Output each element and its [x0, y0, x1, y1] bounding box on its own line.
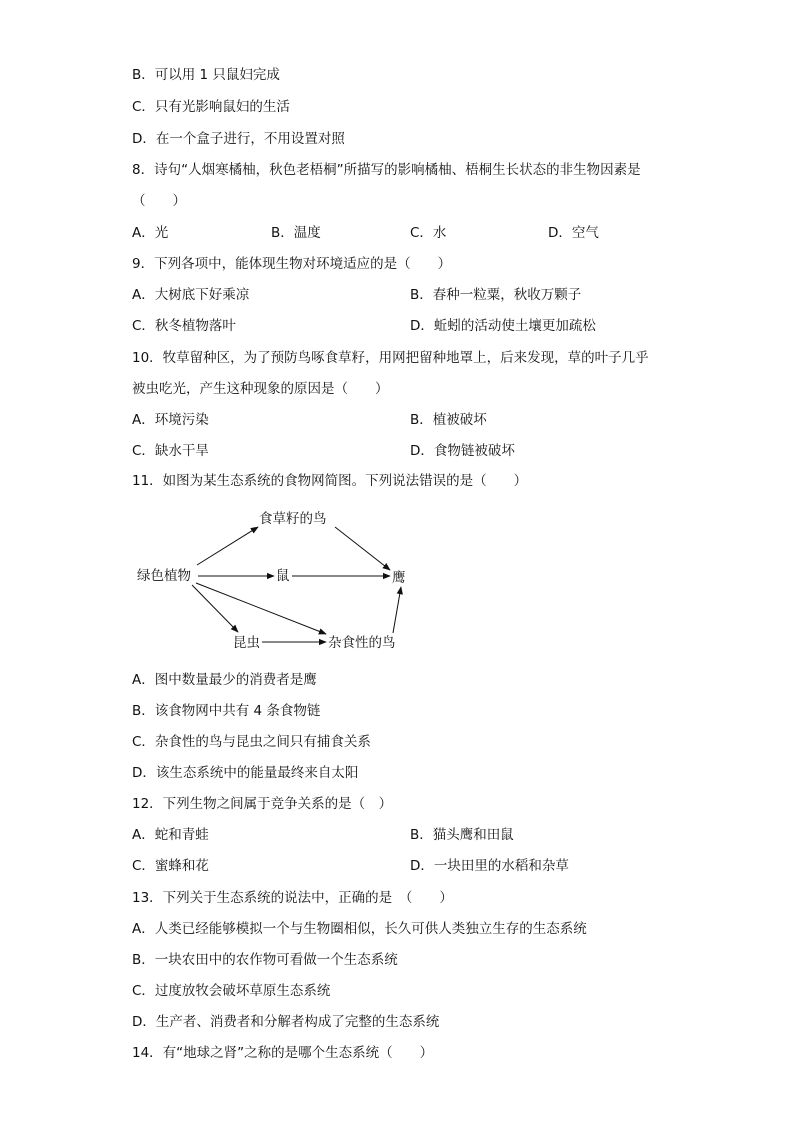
arrow-seedbird-eagle	[335, 527, 390, 570]
node-seed-bird: 食草籽的鸟	[259, 511, 327, 527]
q7-option-d: D．在一个盒子进行，不用设置对照	[132, 131, 345, 147]
q12-stem: 12．下列生物之间属于竞争关系的是（ ）	[132, 796, 393, 812]
q9-option-b: B．春种一粒粟，秋收万颗子	[410, 287, 582, 303]
q9-option-a: A．大树底下好乘凉	[132, 287, 250, 303]
q9-option-d: D．蚯蚓的活动使土壤更加疏松	[410, 318, 596, 334]
q9-option-c: C．秋冬植物落叶	[132, 318, 236, 334]
q8-option-a: A．光	[132, 225, 169, 241]
q11-option-b: B．该食物网中共有 4 条食物链	[132, 703, 321, 719]
q7-option-b: B．可以用 1 只鼠妇完成	[132, 67, 280, 83]
q12-option-a: A．蛇和青蛙	[132, 827, 209, 843]
node-insect: 昆虫	[233, 635, 260, 651]
q8-stem-cont: （ ）	[132, 193, 186, 209]
arrow-plant-insect	[192, 585, 238, 632]
q11-option-d: D．该生态系统中的能量最终来自太阳	[132, 765, 359, 781]
q13-option-b: B．一块农田中的农作物可看做一个生态系统	[132, 952, 398, 968]
q12-option-c: C．蜜蜂和花	[132, 858, 209, 874]
q12-option-b: B．猫头鹰和田鼠	[410, 827, 514, 843]
q10-stem-cont: 被虫吃光，产生这种现象的原因是（ ）	[132, 381, 389, 397]
q8-option-c: C．水	[410, 225, 447, 241]
q10-option-a: A．环境污染	[132, 412, 209, 428]
q12-option-d: D．一块田里的水稻和杂草	[410, 858, 569, 874]
q13-stem: 13．下列关于生态系统的说法中，正确的是 （ ）	[132, 890, 453, 906]
node-eagle: 鹰	[392, 570, 406, 586]
q11-stem: 11．如图为某生态系统的食物网简图。下列说法错误的是（ ）	[132, 473, 528, 489]
q13-option-a: A．人类已经能够模拟一个与生物圈相似，长久可供人类独立生存的生态系统	[132, 921, 587, 937]
q8-option-b: B．温度	[271, 225, 321, 241]
q8-option-d: D．空气	[548, 225, 599, 241]
q11-option-a: A．图中数量最少的消费者是鹰	[132, 672, 317, 688]
q10-option-c: C．缺水干旱	[132, 443, 209, 459]
q11-option-c: C．杂食性的鸟与昆虫之间只有捕食关系	[132, 734, 371, 750]
node-mouse: 鼠	[276, 568, 290, 584]
q8-stem: 8．诗句“人烟寒橘柚，秋色老梧桐”所描写的影响橘柚、梧桐生长状态的非生物因素是	[132, 162, 641, 178]
q14-stem: 14．有“地球之肾”之称的是哪个生态系统（ ）	[132, 1045, 434, 1061]
q10-stem: 10．牧草留种区，为了预防鸟啄食草籽，用网把留种地罩上，后来发现，草的叶子几乎	[132, 350, 649, 366]
q7-option-c: C．只有光影响鼠妇的生活	[132, 99, 290, 115]
node-green-plant: 绿色植物	[137, 568, 191, 584]
arrow-omnibird-eagle	[393, 587, 401, 633]
q13-option-d: D．生产者、消费者和分解者构成了完整的生态系统	[132, 1014, 440, 1030]
arrow-plant-seedbird	[197, 527, 258, 565]
q9-stem: 9．下列各项中，能体现生物对环境适应的是（ ）	[132, 256, 452, 272]
q10-option-d: D．食物链被破坏	[410, 443, 515, 459]
q13-option-c: C．过度放牧会破坏草原生态系统	[132, 983, 331, 999]
node-omni-bird: 杂食性的鸟	[328, 635, 396, 651]
q10-option-b: B．植被破坏	[410, 412, 487, 428]
